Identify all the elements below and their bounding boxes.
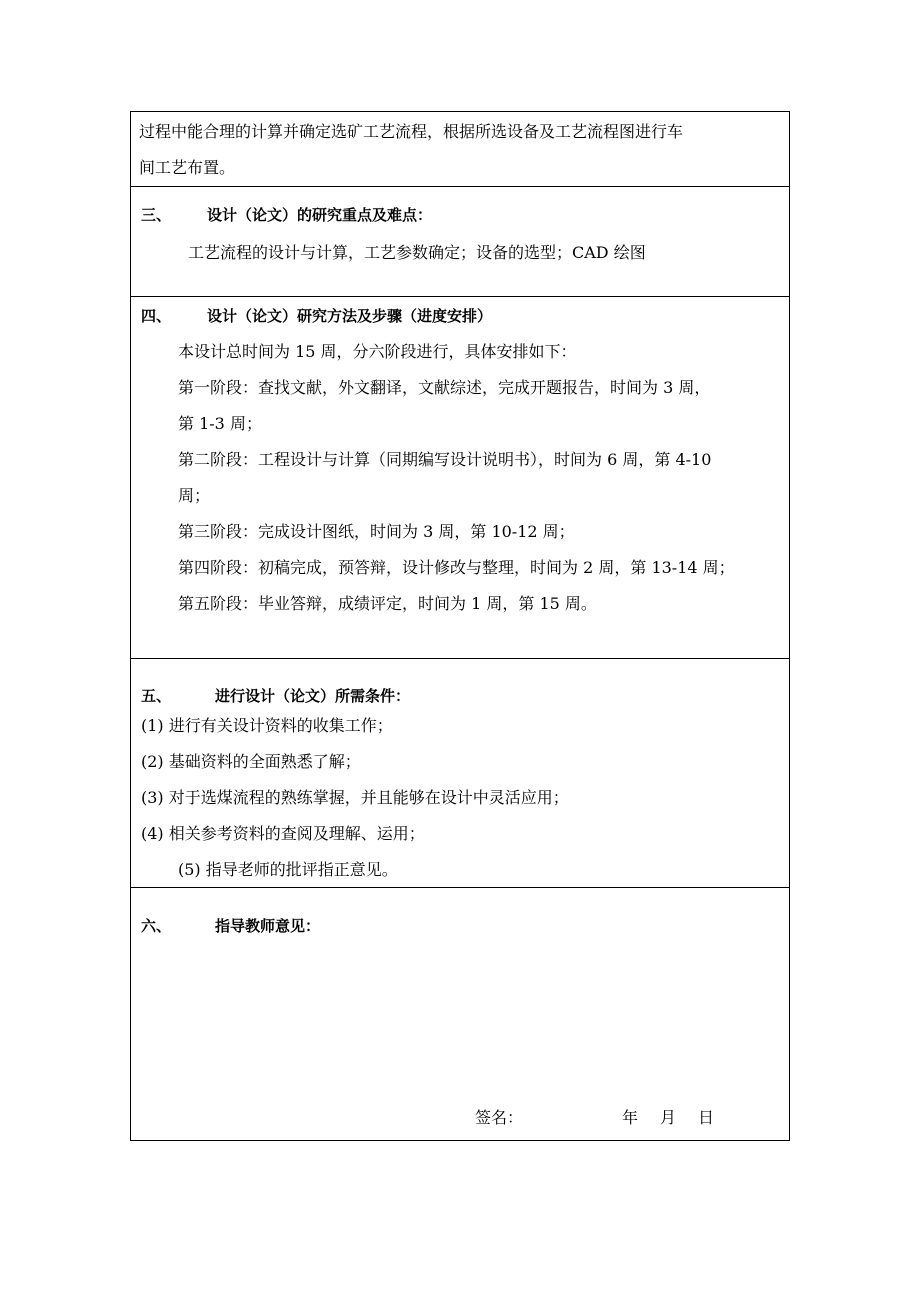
date-year-label: 年 [622,1108,639,1127]
date-day-label: 日 [698,1108,715,1127]
section-4-title: 设计（论文）研究方法及步骤（进度安排） [207,307,493,325]
schedule-line: 第二阶段：工程设计与计算（同期编写设计说明书），时间为 6 周，第 4-10 [178,450,712,469]
intro-line: 间工艺布置。 [139,158,236,177]
signature-label: 签名： [475,1108,524,1127]
section-3-body: 工艺流程的设计与计算，工艺参数确定；设备的选型；CAD 绘图 [188,243,646,262]
schedule-line: 第五阶段：毕业答辩，成绩评定，时间为 1 周，第 15 周。 [178,594,597,613]
condition-item: (5) 指导老师的批评指正意见。 [178,860,398,879]
section-5-row [131,658,789,887]
section-4-row [131,296,789,658]
schedule-line: 本设计总时间为 15 周，分六阶段进行，具体安排如下： [178,342,577,361]
section-6-title: 指导教师意见： [215,917,321,935]
date-month-label: 月 [660,1108,677,1127]
section-6-row [131,887,789,1142]
intro-line: 过程中能合理的计算并确定选矿工艺流程，根据所选设备及工艺流程图进行车 [139,122,684,141]
schedule-line: 第四阶段：初稿完成，预答辩，设计修改与整理，时间为 2 周，第 13-14 周； [178,558,735,577]
section-intro-row [131,112,789,186]
schedule-line: 第一阶段：查找文献，外文翻译，文献综述，完成开题报告，时间为 3 周， [178,378,711,397]
schedule-line: 第三阶段：完成设计图纸，时间为 3 周，第 10-12 周； [178,522,575,541]
section-3-title: 设计（论文）的研究重点及难点： [207,206,433,224]
section-3-row [131,186,789,296]
condition-item: (1) 进行有关设计资料的收集工作； [141,716,393,735]
schedule-line: 周； [178,486,211,505]
section-6-number: 六、 [141,917,172,935]
section-5-number: 五、 [141,687,172,705]
section-3-number: 三、 [141,206,172,224]
section-4-number: 四、 [141,307,172,325]
condition-item: (3) 对于选煤流程的熟练掌握，并且能够在设计中灵活应用； [141,788,569,807]
schedule-line: 第 1-3 周； [178,414,262,433]
proposal-form-table [130,111,790,1141]
condition-item: (4) 相关参考资料的查阅及理解、运用； [141,824,425,843]
condition-item: (2) 基础资料的全面熟悉了解； [141,752,361,771]
section-5-title: 进行设计（论文）所需条件： [215,687,411,705]
